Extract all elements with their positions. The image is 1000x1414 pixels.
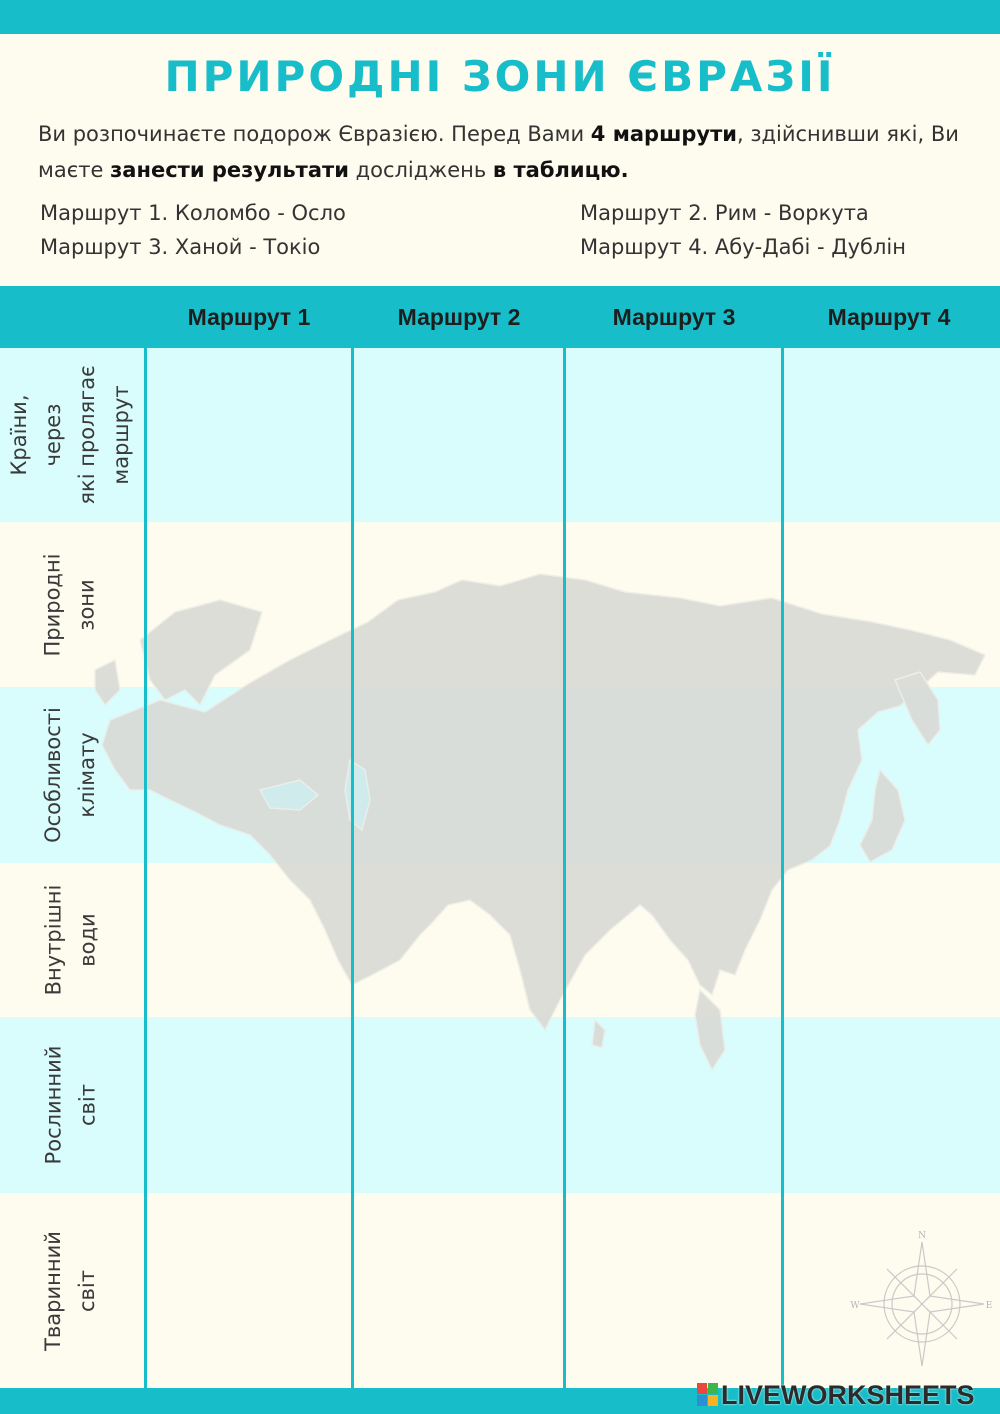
- table-divider-4: [781, 348, 784, 1388]
- row-label-inland-waters-text: Внутрішні води: [41, 884, 99, 996]
- route-3-text: Маршрут 3. Ханой - Токіо: [40, 235, 321, 259]
- row-label-countries: [0, 348, 140, 522]
- row-label-inland-waters: [0, 863, 140, 1017]
- row-label-countries-text: Країни, через які пролягає маршрут: [7, 365, 133, 505]
- row-label-flora: [0, 1017, 140, 1193]
- row-label-fauna-text: Тваринний світ: [41, 1230, 99, 1351]
- liveworksheets-watermark: [697, 1380, 975, 1410]
- compass-n: N: [918, 1231, 926, 1241]
- route-2-text: Маршрут 2. Рим - Воркута: [580, 201, 869, 225]
- intro-bold-1: 4 маршрути: [590, 122, 737, 146]
- row-label-natural-zones: [0, 522, 140, 687]
- column-header-route-3: Маршрут 3: [612, 304, 736, 330]
- intro-text: [38, 116, 968, 188]
- row-band-plants: [0, 1017, 1000, 1193]
- row-band-waters: [0, 863, 1000, 1017]
- route-1-text: Маршрут 1. Коломбо - Осло: [40, 201, 346, 225]
- page-title: ПРИРОДНІ ЗОНИ ЄВРАЗІЇ: [164, 52, 836, 101]
- row-label-fauna: [0, 1193, 140, 1388]
- column-header-route-4: Маршрут 4: [827, 304, 951, 330]
- row-label-climate: [0, 687, 140, 863]
- row-label-natural-zones-text: Природні зони: [41, 552, 99, 657]
- compass-rose-icon: [852, 1228, 992, 1368]
- table-divider-3: [563, 348, 566, 1388]
- top-accent-bar: [0, 0, 1000, 34]
- compass-e: E: [985, 1301, 993, 1311]
- row-band-animals: [0, 1193, 1000, 1388]
- row-label-climate-text: Особливості клімату: [40, 707, 99, 843]
- table-divider-2: [351, 348, 354, 1388]
- row-band-countries: [0, 348, 1000, 522]
- row-band-climate: [0, 687, 1000, 863]
- compass-w: W: [850, 1301, 860, 1311]
- intro-bold-3: в таблицю.: [492, 158, 629, 182]
- route-4-text: Маршрут 4. Абу-Дабі - Дублін: [580, 235, 906, 259]
- intro-part-2: , здійснивши які, Ви маєте: [38, 122, 959, 182]
- row-label-flora-text: Рослинний світ: [40, 1045, 99, 1165]
- intro-part-1: Ви розпочинаєте подорож Євразією. Перед Вами: [38, 122, 591, 146]
- intro-part-3: досліджень: [348, 158, 493, 182]
- table-divider-1: [144, 348, 147, 1388]
- watermark-text: LIVEWORKSHEETS: [721, 1379, 975, 1410]
- column-header-route-1: Маршрут 1: [187, 304, 311, 330]
- liveworksheets-logo-icon: [697, 1383, 719, 1407]
- row-band-zones: [0, 522, 1000, 687]
- column-header-route-2: Маршрут 2: [397, 304, 521, 330]
- intro-bold-2: занести результати: [110, 158, 349, 182]
